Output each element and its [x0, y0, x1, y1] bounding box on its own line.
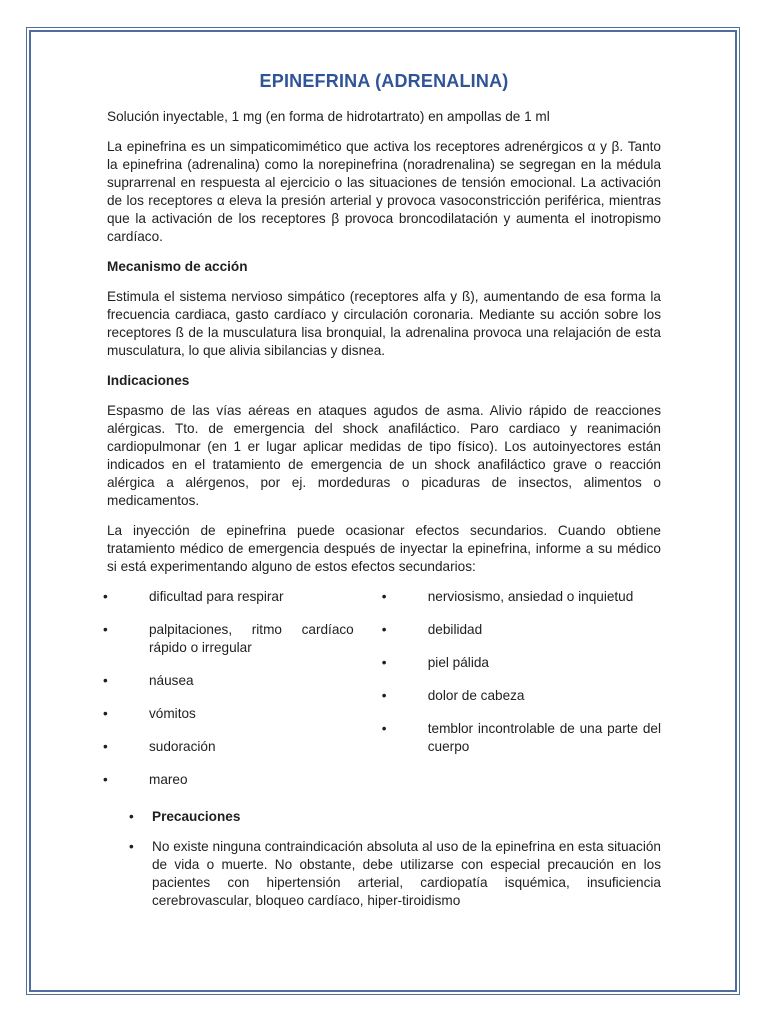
- mechanism-paragraph: Estimula el sistema nervioso simpático (receptores alfa y ß), aumentando de esa forma la frecuencia cardiaca, gasto cardíaco y circulación coronaria. Mediante su acción sobre los receptores ß de la musculatura lisa bronquial, la adrenalina provoca una relajación de esta musculatura, lo que alivia sibilancias y disnea.: [107, 289, 661, 358]
- list-item: [382, 687, 661, 705]
- side-effect-label: palpitaciones, ritmo cardíaco rápido o irregular: [149, 622, 354, 655]
- list-item: [382, 654, 661, 672]
- side-effect-label: debilidad: [427, 622, 483, 637]
- indications-heading: Indicaciones: [107, 373, 190, 388]
- indications-paragraph: Espasmo de las vías aéreas en ataques agudos de asma. Alivio rápido de reacciones alérgicas. Tto. de emergencia del shock anafiláctico. Paro cardiaco y reanimación cardiopulmonar (en 1 er lugar aplicar medidas de tipo físico). Los autoinyectores están indicados en el tratamiento de emergencia de un shock anafiláctico grave o reacción alérgica a alérgenos, por ej. mordeduras o picaduras de insectos, alimentos o medicamentos.: [107, 403, 661, 508]
- side-effect-label: mareo: [149, 772, 188, 787]
- list-item: [382, 720, 661, 756]
- bullet-icon: •: [381, 721, 387, 736]
- mechanism-heading: Mecanismo de acción: [107, 259, 248, 274]
- document-subtitle: Solución inyectable, 1 mg (en forma de hidrotartrato) en ampollas de 1 ml: [107, 109, 550, 124]
- bullet-icon: •: [381, 688, 387, 703]
- bullet-icon: •: [103, 622, 108, 637]
- bullet-icon: •: [103, 772, 108, 787]
- precautions-paragraph: No existe ninguna contraindicación absoluta al uso de la epinefrina en esta situación de vida o muerte. No obstante, debe utilizarse con especial precaución en los pacientes con hipertensión arterial, cardiopatía isquémica, insuficiencia cerebrovascular, bloqueo cardíaco, hiper-tiroidismo: [152, 839, 661, 908]
- list-item: [103, 738, 354, 756]
- precautions-heading: Precauciones: [152, 809, 241, 824]
- list-item: [382, 621, 661, 639]
- intro-paragraph: La epinefrina es un simpaticomimético que activa los receptores adrenérgicos α y β. Tanto la epinefrina (adrenalina) como la norepinefrina (noradrenalina) se segregan en la médula suprarrenal en respuesta al ejercicio o las situaciones de tensión emocional. La activación de los receptores α eleva la presión arterial y provoca vasoconstricción periférica, mientras que la activación de los receptores β provoca broncodilatación y aumenta el inotropismo cardíaco.: [107, 139, 661, 244]
- list-item: [103, 588, 354, 606]
- list-item: [129, 838, 661, 910]
- bullet-icon: •: [129, 839, 134, 854]
- side-effect-label: sudoración: [149, 739, 216, 754]
- list-item: [382, 588, 661, 606]
- side-effect-label: náusea: [149, 673, 194, 688]
- bullet-icon: •: [103, 589, 108, 604]
- document-title: EPINEFRINA (ADRENALINA): [259, 71, 509, 91]
- list-item: [103, 771, 354, 789]
- list-item: [103, 672, 354, 690]
- bullet-icon: •: [381, 655, 387, 670]
- side-effects-columns: [103, 588, 661, 804]
- bullet-icon: •: [381, 622, 387, 637]
- bullet-icon: •: [103, 673, 108, 688]
- list-item: [103, 621, 354, 657]
- precautions-list: [107, 808, 661, 910]
- bullet-icon: •: [103, 706, 108, 721]
- list-item: [129, 808, 661, 826]
- side-effect-label: nerviosismo, ansiedad o inquietud: [427, 589, 634, 604]
- side-effect-label: piel pálida: [427, 655, 489, 670]
- side-effects-intro: La inyección de epinefrina puede ocasionar efectos secundarios. Cuando obtiene tratamiento médico de emergencia después de inyectar la epinefrina, informe a su médico si está experimentando alguno de estos efectos secundarios:: [107, 523, 661, 574]
- document-body: [103, 71, 661, 922]
- side-effects-left-column: [103, 588, 354, 804]
- bullet-icon: •: [381, 589, 387, 604]
- side-effect-label: dificultad para respirar: [149, 589, 284, 604]
- side-effect-label: temblor incontrolable de una parte del cuerpo: [427, 721, 661, 754]
- side-effect-label: dolor de cabeza: [427, 688, 525, 703]
- list-item: [103, 705, 354, 723]
- side-effect-label: vómitos: [149, 706, 196, 721]
- bullet-icon: •: [129, 809, 134, 824]
- bullet-icon: •: [103, 739, 108, 754]
- side-effects-right-column: [382, 588, 661, 804]
